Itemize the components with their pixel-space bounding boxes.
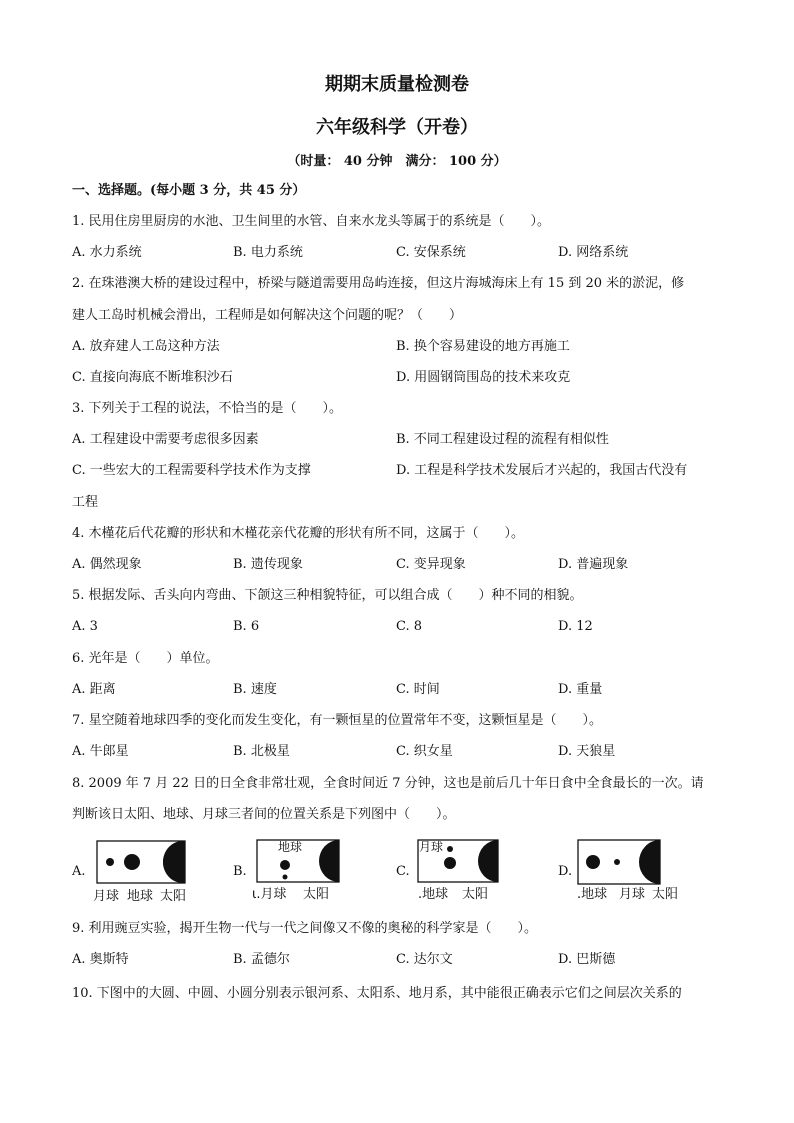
question-7-option-d: D. 天狼星 [558, 744, 616, 759]
figure-c-label-earth: .地球 [418, 887, 449, 902]
figure-d-label-sun: 太阳 [652, 887, 679, 902]
figure-b-label-moon: ι.月球 [252, 887, 287, 902]
question-1-option-a: A. 水力系统 [72, 245, 142, 260]
figure-a-label-sun: 太阳 [160, 889, 187, 904]
question-2-option-a: A. 放弃建人工岛这种方法 [72, 339, 220, 354]
figure-a-label-moon: 月球 [93, 889, 120, 904]
figure-c-letter: C. [396, 864, 410, 879]
exam-title: 期期末质量检测卷 [325, 74, 469, 95]
figure-a-label-earth: 地球 [127, 889, 154, 904]
question-5-option-d: D. 12 [558, 619, 593, 634]
question-6-option-a: A. 距离 [72, 682, 116, 697]
question-7-option-c: C. 织女星 [396, 744, 453, 759]
question-9-option-c: C. 达尔文 [396, 952, 453, 967]
question-9-option-a: A. 奥斯特 [72, 952, 129, 967]
question-1-option-c: C. 安保系统 [396, 245, 466, 260]
question-8-stem: 8. 2009 年 7 月 22 日的日全食非常壮观，全食时间近 7 分钟，这也是前后几十年日食中全食最长的一次。请 [72, 776, 704, 791]
question-9-option-b: B. 孟德尔 [233, 952, 290, 967]
question-2-option-b: B. 换个容易建设的地方再施工 [396, 339, 570, 354]
question-6-stem: 6. 光年是（ ）单位。 [72, 651, 219, 666]
exam-subtitle: 六年级科学（开卷） [316, 117, 478, 138]
question-2-option-d: D. 用圆钢筒围岛的技术来攻克 [396, 370, 571, 385]
figure-d-letter: D. [558, 864, 573, 879]
question-4-option-d: D. 普遍现象 [558, 557, 629, 572]
figure-c-top-label: 月球 [419, 840, 444, 854]
question-8-stem-cont: 判断该日太阳、地球、月球三者间的位置关系是下列图中（ ）。 [72, 807, 456, 822]
question-3-option-d-cont: 工程 [72, 495, 99, 510]
question-7-option-a: A. 牛郎星 [72, 744, 129, 759]
question-1-option-b: B. 电力系统 [233, 245, 303, 260]
figure-d [576, 837, 662, 887]
question-2-option-c: C. 直接向海底不断堆积沙石 [72, 370, 233, 385]
question-3-option-a: A. 工程建设中需要考虑很多因素 [72, 432, 259, 447]
question-1-stem: 1. 民用住房里厨房的水池、卫生间里的水管、自来水龙头等属于的系统是（ ）。 [72, 214, 551, 229]
figure-b-label-sun: 太阳 [303, 887, 330, 902]
question-3-stem: 3. 下列关于工程的说法，不恰当的是（ ）。 [72, 401, 343, 416]
figure-a-letter: A. [72, 864, 86, 879]
question-1-option-d: D. 网络系统 [558, 245, 629, 260]
question-5-stem: 5. 根据发际、舌头向内弯曲、下颌这三种相貌特征，可以组合成（ ）种不同的相貌。 [72, 588, 583, 603]
figure-a [92, 840, 188, 890]
question-2-stem-cont: 建人工岛时机械会滑出，工程师是如何解决这个问题的呢？（ ） [72, 308, 463, 323]
question-5-option-b: B. 6 [233, 619, 260, 634]
question-4-option-c: C. 变异现象 [396, 557, 466, 572]
figure-d-label-earth: .地球 [577, 887, 608, 902]
question-3-option-c: C. 一些宏大的工程需要科学技术作为支撑 [72, 463, 311, 478]
question-7-option-b: B. 北极星 [233, 744, 290, 759]
question-2-stem: 2. 在珠港澳大桥的建设过程中，桥梁与隧道需要用岛屿连接，但这片海城海床上有 15 到 20 米的淤泥，修 [72, 276, 685, 291]
question-10-stem: 10. 下图中的大圆、中圆、小圆分别表示银河系、太阳系、地月系，其中能很正确表示它们之间层次关系的 [72, 986, 682, 1001]
exam-meta: （时量： 40 分钟 满分： 100 分） [287, 154, 507, 169]
question-3-option-b: B. 不同工程建设过程的流程有相似性 [396, 432, 609, 447]
figure-b-top-label: 地球 [278, 840, 303, 854]
question-6-option-c: C. 时间 [396, 682, 440, 697]
question-9-option-d: D. 巴斯德 [558, 952, 616, 967]
question-4-stem: 4. 木槿花后代花瓣的形状和木槿花亲代花瓣的形状有所不同，这属于（ ）。 [72, 526, 525, 541]
question-3-option-d: D. 工程是科学技术发展后才兴起的，我国古代没有 [396, 463, 688, 478]
figure-c-label-sun: 太阳 [462, 887, 489, 902]
question-5-option-c: C. 8 [396, 619, 423, 634]
section-heading: 一、选择题。(每小题 3 分，共 45 分） [72, 183, 306, 198]
question-9-stem: 9. 利用豌豆实验，揭开生物一代与一代之间像又不像的奥秘的科学家是（ ）。 [72, 921, 538, 936]
question-4-option-a: A. 偶然现象 [72, 557, 142, 572]
figure-d-label-moon: 月球 [619, 887, 646, 902]
question-4-option-b: B. 遗传现象 [233, 557, 303, 572]
question-6-option-d: D. 重量 [558, 682, 603, 697]
question-6-option-b: B. 速度 [233, 682, 277, 697]
question-5-option-a: A. 3 [72, 619, 98, 634]
question-7-stem: 7. 星空随着地球四季的变化而发生变化，有一颗恒星的位置常年不变，这颗恒星是（ ）。 [72, 713, 603, 728]
figure-b-letter: B. [233, 864, 247, 879]
